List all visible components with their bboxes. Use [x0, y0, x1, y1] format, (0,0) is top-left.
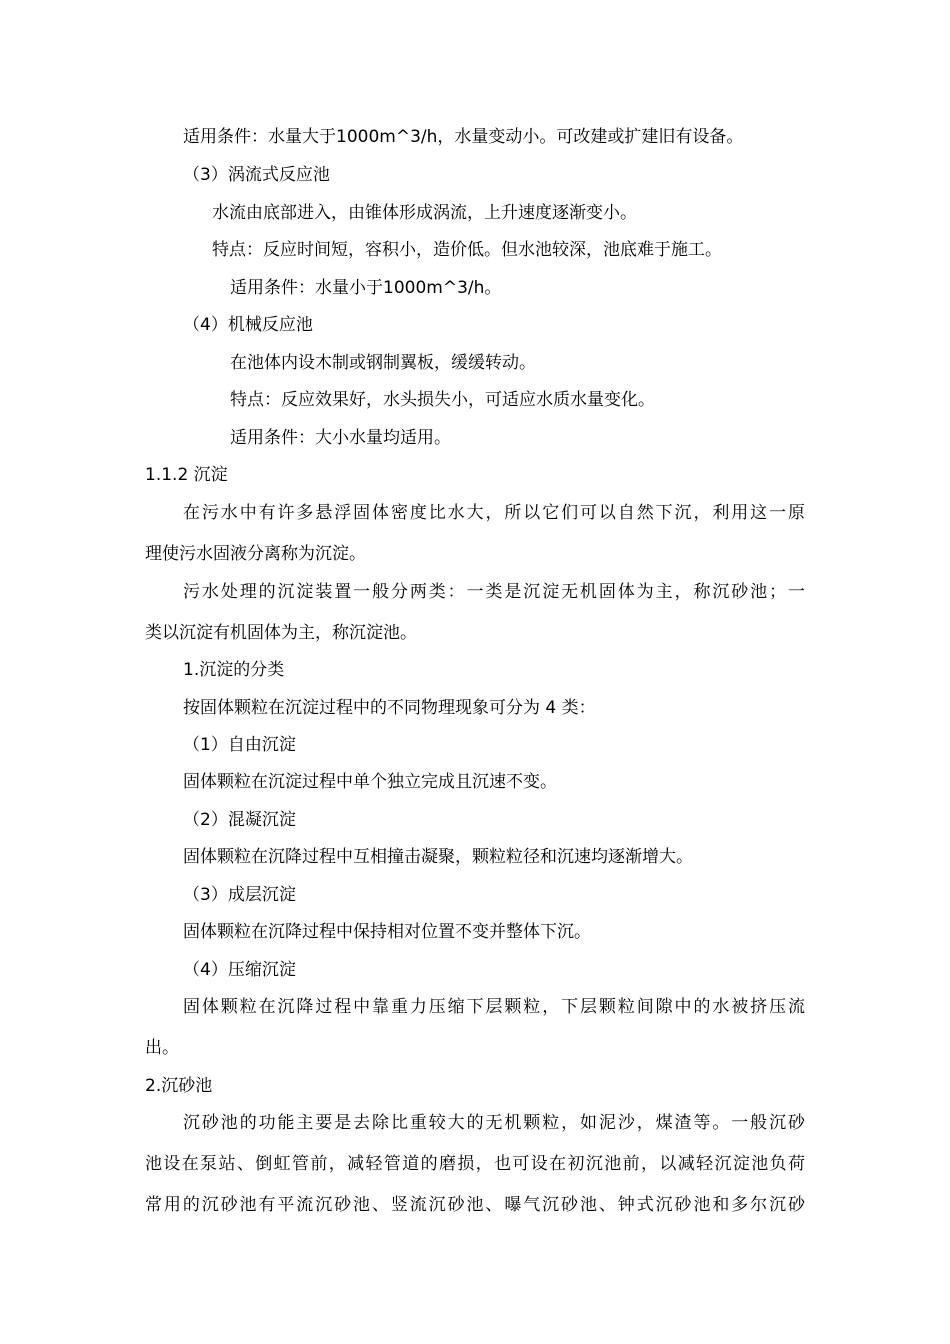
text-line: 类以沉淀有机固体为主，称沉淀池。	[145, 623, 417, 643]
text-line: 出。	[145, 1038, 179, 1058]
section-heading: （3）涡流式反应池	[183, 165, 330, 185]
text-line: 固体颗粒在沉降过程中靠重力压缩下层颗粒，下层颗粒间隙中的水被挤压流	[183, 997, 805, 1017]
section-heading: （2）混凝沉淀	[183, 810, 296, 830]
text-line: 固体颗粒在沉降过程中互相撞击凝聚，颗粒粒径和沉速均逐渐增大。	[183, 847, 693, 867]
section-heading: 1.沉淀的分类	[183, 660, 285, 680]
section-heading: （1）自由沉淀	[183, 735, 296, 755]
section-heading: （4）压缩沉淀	[183, 960, 296, 980]
text-line: 水流由底部进入，由锥体形成涡流，上升速度逐渐变小。	[212, 203, 637, 223]
text-line: 固体颗粒在沉淀过程中单个独立完成且沉速不变。	[183, 772, 557, 792]
section-heading: 2.沉砂池	[145, 1076, 213, 1096]
text-line: 池设在泵站、倒虹管前，减轻管道的磨损，也可设在初沉池前，以减轻沉淀池负荷	[145, 1154, 805, 1174]
section-heading: 1.1.2 沉淀	[145, 465, 228, 485]
text-line: 理使污水固液分离称为沉淀。	[145, 544, 366, 564]
section-heading: （4）机械反应池	[183, 315, 313, 335]
text-line: 固体颗粒在沉降过程中保持相对位置不变并整体下沉。	[183, 922, 591, 942]
text-line: 特点：反应效果好，水头损失小，可适应水质水量变化。	[230, 390, 655, 410]
text-line: 污水处理的沉淀装置一般分两类：一类是沉淀无机固体为主，称沉砂池；一	[183, 582, 805, 602]
text-line: 适用条件：水量大于1000m^3/h，水量变动小。可改建或扩建旧有设备。	[183, 127, 744, 147]
text-line: 适用条件：大小水量均适用。	[230, 428, 451, 448]
text-line: 适用条件：水量小于1000m^3/h。	[230, 278, 502, 298]
text-line: 在池体内设木制或钢制翼板，缓缓转动。	[230, 353, 536, 373]
text-line: 在污水中有许多悬浮固体密度比水大，所以它们可以自然下沉，利用这一原	[183, 503, 805, 523]
text-line: 沉砂池的功能主要是去除比重较大的无机颗粒，如泥沙，煤渣等。一般沉砂	[183, 1113, 805, 1133]
text-line: 常用的沉砂池有平流沉砂池、竖流沉砂池、曝气沉砂池、钟式沉砂池和多尔沉砂	[145, 1195, 805, 1215]
text-line: 特点：反应时间短，容积小，造价低。但水池较深，池底难于施工。	[212, 240, 722, 260]
section-heading: （3）成层沉淀	[183, 885, 296, 905]
text-line: 按固体颗粒在沉淀过程中的不同物理现象可分为 4 类：	[183, 698, 596, 718]
